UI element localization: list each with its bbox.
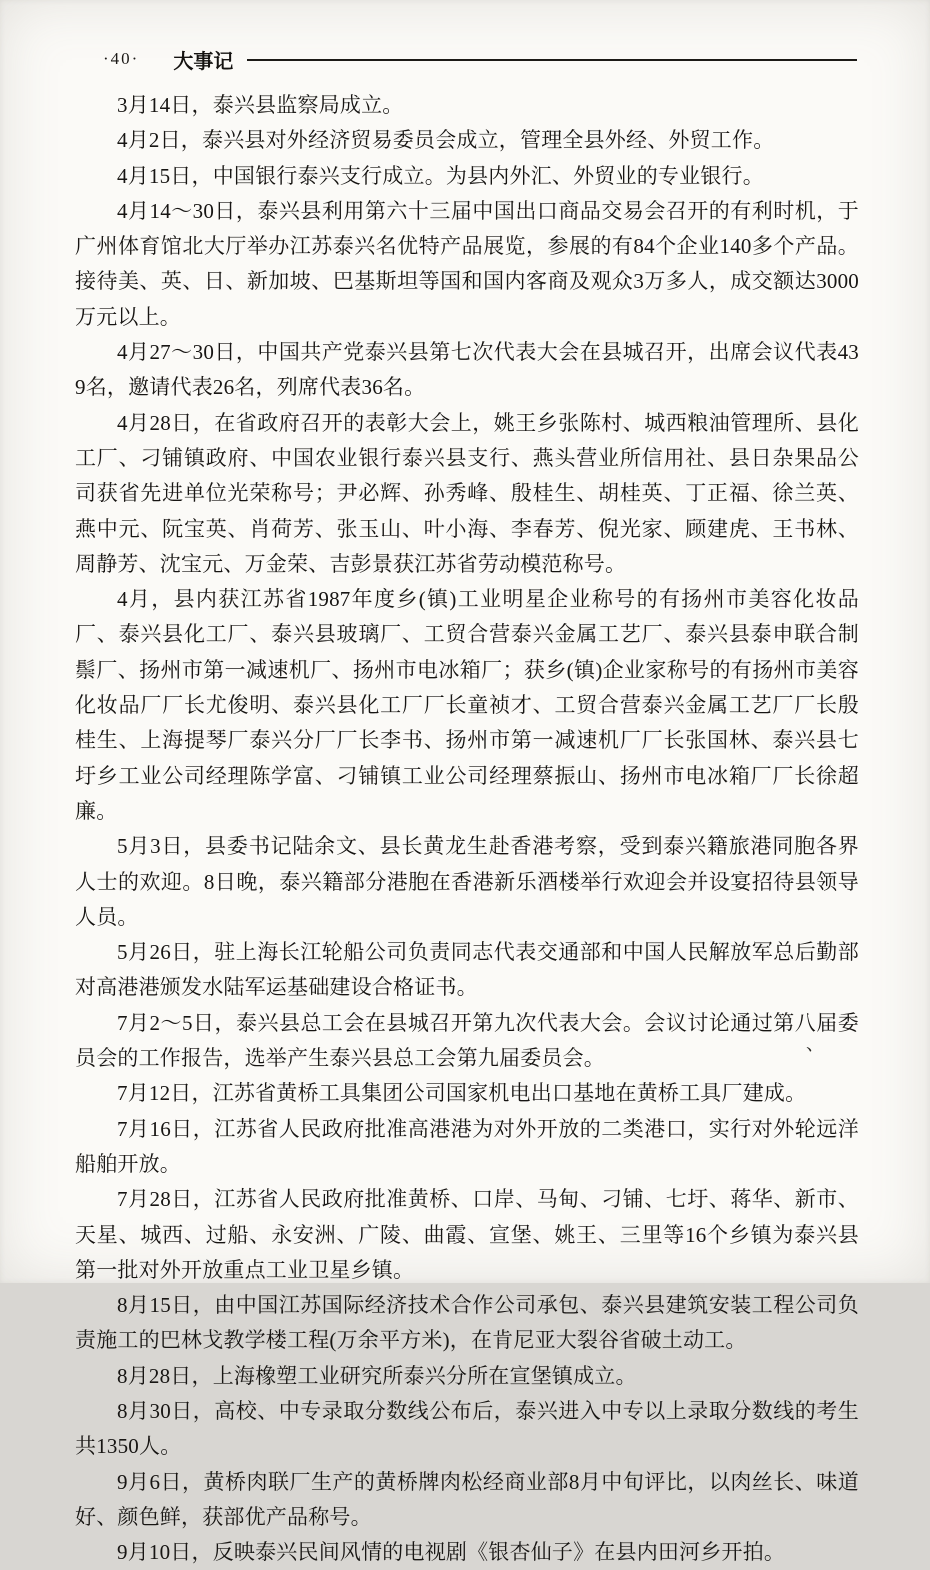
scan-stray-mark: 、 (806, 1034, 824, 1054)
event-paragraph: 4月28日，在省政府召开的表彰大会上，姚王乡张陈村、城西粮油管理所、县化工厂、刁铺镇政府、中国农业银行泰兴县支行、燕头营业所信用社、县日杂果品公司获省先进单位光荣称号；尹必辉、孙秀峰、殷桂生、胡桂英、丁正福、徐兰英、燕中元、阮宝英、肖荷芳、张玉山、叶小海、李春芳、倪光家、顾建虎、王书林、周静芳、沈宝元、万金荣、吉彭景获江苏省劳动模范称号。 (75, 410, 859, 576)
event-paragraph: 5月3日，县委书记陆余文、县长黄龙生赴香港考察，受到泰兴籍旅港同胞各界人士的欢迎。8日晚，泰兴籍部分港胞在香港新乐酒楼举行欢迎会并设宴招待县领导人员。 (75, 834, 859, 929)
event-paragraph: 8月15日，由中国江苏国际经济技术合作公司承包、泰兴县建筑安装工程公司负责施工的巴林戈教学楼工程(万余平方米)，在肯尼亚大裂谷省破土动工。 (75, 1293, 859, 1353)
event-paragraph: 9月10日，反映泰兴民间风情的电视剧《银杏仙子》在县内田河乡开拍。 (117, 1540, 786, 1565)
event-paragraph: 4月27～30日，中国共产党泰兴县第七次代表大会在县城召开，出席会议代表439名，邀请代表26名，列席代表36名。 (75, 340, 859, 400)
event-paragraph: 7月2～5日，泰兴县总工会在县城召开第九次代表大会。会议讨论通过第八届委员会的工作报告，选举产生泰兴县总工会第九届委员会。 (75, 1010, 859, 1071)
event-paragraph: 4月，县内获江苏省1987年度乡(镇)工业明星企业称号的有扬州市美容化妆品厂、泰兴县化工厂、泰兴县玻璃厂、工贸合营泰兴金属工艺厂、泰兴县泰申联合制鬃厂、扬州市第一减速机厂、扬州市电冰箱厂；获乡(镇)企业家称号的有扬州市美容化妆品厂厂长尤俊明、泰兴县化工厂厂长童祯才、工贸合营泰兴金属工艺厂厂长殷桂生、上海提琴厂泰兴分厂厂长李书、扬州市第一减速机厂厂长张国林、泰兴县七圩乡工业公司经理陈学富、刁铺镇工业公司经理蔡振山、扬州市电冰箱厂厂长徐超廉。 (75, 587, 859, 823)
running-title: 大事记 (173, 50, 234, 73)
event-paragraph: 8月28日，上海橡塑工业研究所泰兴分所在宣堡镇成立。 (117, 1363, 637, 1388)
event-paragraph: 8月30日，高校、中专录取分数线公布后，泰兴进入中专以上录取分数线的考生共1350人。 (75, 1398, 859, 1459)
header-rule-line (247, 59, 857, 61)
page-header (103, 46, 857, 72)
event-paragraph: 5月26日，驻上海长江轮船公司负责同志代表交通部和中国人民解放军总后勤部对高港港颁发水陆军运基础建设合格证书。 (75, 940, 859, 1000)
event-paragraph: 7月12日，江苏省黄桥工具集团公司国家机电出口基地在黄桥工具厂建成。 (117, 1081, 807, 1106)
event-paragraph: 7月28日，江苏省人民政府批准黄桥、口岸、马甸、刁铺、七圩、蒋华、新市、天星、城西、过船、永安洲、广陵、曲霞、宣堡、姚王、三里等16个乡镇为泰兴县第一批对外开放重点工业卫星乡镇。 (75, 1187, 859, 1282)
body-text (75, 88, 859, 1570)
event-paragraph: 4月15日，中国银行泰兴支行成立。为县内外汇、外贸业的专业银行。 (117, 163, 764, 188)
event-paragraph: 4月2日，泰兴县对外经济贸易委员会成立，管理全县外经、外贸工作。 (117, 128, 775, 153)
page-number: ·40· (103, 49, 140, 68)
event-paragraph: 3月14日，泰兴县监察局成立。 (117, 93, 404, 117)
event-paragraph: 9月6日，黄桥肉联厂生产的黄桥牌肉松经商业部8月中旬评比，以肉丝长、味道好、颜色鲜，获部优产品称号。 (75, 1469, 859, 1529)
event-paragraph: 7月16日，江苏省人民政府批准高港港为对外开放的二类港口，实行对外轮远洋船舶开放。 (75, 1116, 859, 1176)
event-paragraph: 4月14～30日，泰兴县利用第六十三届中国出口商品交易会召开的有利时机，于广州体育馆北大厅举办江苏泰兴名优特产品展览，参展的有84个企业140多个产品。接待美、英、日、新加坡、巴基斯坦等国和国内客商及观众3万多人，成交额达3000万元以上。 (75, 198, 859, 329)
